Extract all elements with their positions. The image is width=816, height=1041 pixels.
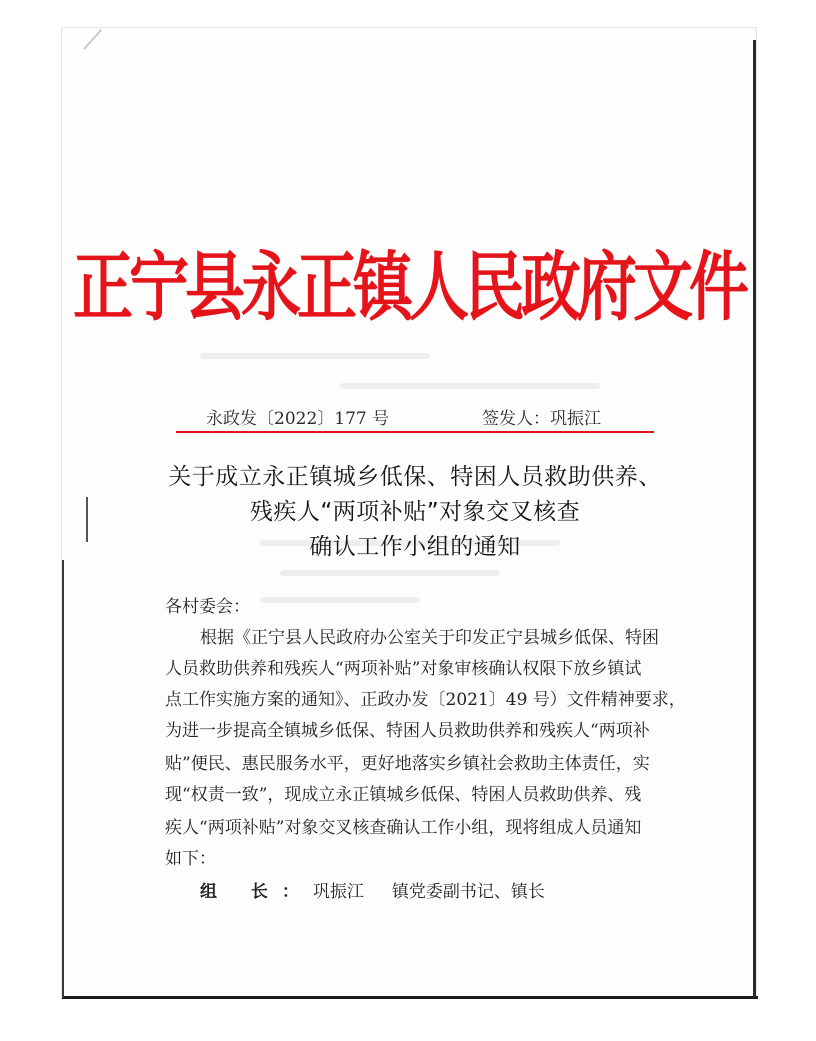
notice-title-line: 残疾人“两项补贴”对象交叉核查 [249,499,581,525]
member-row [200,877,545,902]
member-role: 组 长： [200,882,313,902]
paragraph-line: 点工作实施方案的通知》、正政办发〔2021〕49 号）文件精神要求， [165,690,686,710]
paragraph-line: 疾人“两项补贴”对象交叉核查确认工作小组，现将组成人员通知 [165,818,642,838]
document-number: 永政发〔2022〕177 号 [206,409,390,429]
member-name: 巩振江 [312,882,364,902]
salutation: 各村委会： [165,597,250,617]
signer: 签发人：巩振江 [482,409,601,429]
paragraph-line: 现“权责一致”，现成立永正镇城乡低保、特困人员救助供养、残 [165,785,642,805]
red-divider [176,431,654,433]
notice-title-line: 关于成立永正镇城乡低保、特困人员救助供养、 [168,464,662,490]
paragraph-line: 根据《正宁县人民政府办公室关于印发正宁县城乡低保、特困 [200,628,659,648]
paragraph-line: 为进一步提高全镇城乡低保、特困人员救助供养和残疾人“两项补 [165,721,650,741]
issuer-title: 正宁县永正镇人民政府文件 [73,244,745,332]
paragraph-line: 如下： [165,849,216,869]
notice-title-line: 确认工作小组的通知 [309,534,521,560]
member-position: 镇党委副书记、镇长 [391,882,545,902]
scan-edge-bottom [62,996,758,999]
scan-edge-left [62,560,64,998]
scan-edge-right [753,40,756,998]
paragraph-line: 贴”便民、惠民服务水平，更好地落实乡镇社会救助主体责任，实 [165,754,650,774]
paragraph-line: 人员救助供养和残疾人“两项补贴”对象审核确认权限下放乡镇试 [165,659,642,679]
